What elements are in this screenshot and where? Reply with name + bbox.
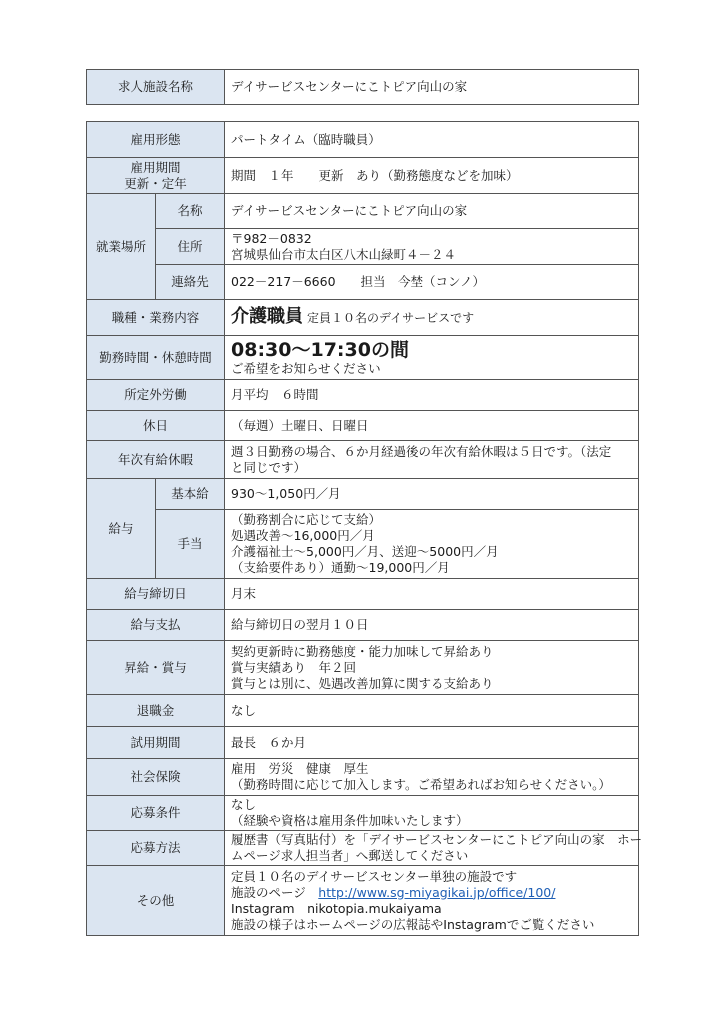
employment-type-label: 雇用形態 bbox=[87, 122, 225, 158]
other-line: 施設の様子はホームページの広報誌やInstagramでご覧ください bbox=[231, 916, 595, 932]
closing-label: 給与締切日 bbox=[87, 579, 225, 610]
other-line: 定員１０名のデイサービスセンター単独の施設です bbox=[231, 868, 518, 884]
insurance-line: （勤務時間に応じて加入します。ご希望あればお知らせください。） bbox=[231, 777, 611, 792]
facility-label: 求人施設名称 bbox=[87, 70, 225, 105]
other-line: Instagram nikotopia.mukaiyama bbox=[231, 900, 442, 916]
workplace-contact-label: 連絡先 bbox=[156, 265, 225, 300]
allowance-line: （支給要件あり）通勤～19,000円／月 bbox=[231, 560, 450, 575]
paid-leave-value bbox=[225, 441, 639, 479]
salary-label: 給与 bbox=[87, 479, 156, 579]
address-zip: 〒982－0832 bbox=[231, 230, 312, 246]
conditions-line: なし bbox=[231, 797, 257, 812]
other-page-line bbox=[231, 885, 632, 901]
workplace-address-label: 住所 bbox=[156, 229, 225, 265]
method-label: 応募方法 bbox=[87, 831, 225, 866]
workplace-contact-value: 022－217－6660 担当 今埜（コンノ） bbox=[225, 265, 639, 300]
holidays-label: 休日 bbox=[87, 411, 225, 441]
workplace-label: 就業場所 bbox=[87, 194, 156, 300]
overtime-label: 所定外労働 bbox=[87, 380, 225, 411]
allowance-line: 処遇改善～16,000円／月 bbox=[231, 528, 375, 543]
paid-leave-label: 年次有給休暇 bbox=[87, 441, 225, 479]
raise-label: 昇給・賞与 bbox=[87, 641, 225, 695]
salary-allowance-value bbox=[225, 510, 639, 579]
overtime-value: 月平均 ６時間 bbox=[225, 380, 639, 411]
trial-label: 試用期間 bbox=[87, 727, 225, 759]
facility-table bbox=[86, 69, 639, 105]
facility-value: デイサービスセンターにこトピア向山の家 bbox=[225, 70, 639, 105]
other-value bbox=[225, 866, 639, 936]
hours-time: 08:30～17:30の間 bbox=[231, 338, 409, 361]
retirement-value: なし bbox=[225, 695, 639, 727]
employment-type-value: パートタイム（臨時職員） bbox=[225, 122, 639, 158]
salary-base-label: 基本給 bbox=[156, 479, 225, 510]
retirement-label: 退職金 bbox=[87, 695, 225, 727]
address-text: 宮城県仙台市太白区八木山緑町４－２４ bbox=[231, 246, 457, 262]
method-line: 履歴書（写真貼付）を「デイサービスセンターにこトピア向山の家 ホー bbox=[231, 832, 643, 847]
allowance-line: 介護福祉士～5,000円／月、送迎～5000円／月 bbox=[231, 544, 499, 559]
job-title: 介護職員 bbox=[231, 306, 304, 327]
hours-label: 勤務時間・休憩時間 bbox=[87, 336, 225, 380]
workplace-name-label: 名称 bbox=[156, 194, 225, 229]
workplace-name-value: デイサービスセンターにこトピア向山の家 bbox=[225, 194, 639, 229]
raise-value bbox=[225, 641, 639, 695]
other-label: その他 bbox=[87, 866, 225, 936]
raise-line: 賞与とは別に、処遇改善加算に関する支給あり bbox=[231, 675, 494, 691]
period-label-line: 雇用期間 bbox=[130, 159, 181, 175]
facility-page-link[interactable]: http://www.sg-miyagikai.jp/office/100/ bbox=[318, 884, 556, 900]
conditions-value bbox=[225, 796, 639, 831]
conditions-label: 応募条件 bbox=[87, 796, 225, 831]
conditions-line: （経験や資格は雇用条件加味いたします） bbox=[231, 813, 469, 828]
insurance-label: 社会保険 bbox=[87, 759, 225, 796]
other-page-prefix: 施設のページ bbox=[231, 884, 319, 900]
period-value: 期間 １年 更新 あり（勤務態度などを加味） bbox=[225, 158, 639, 194]
job-note: 定員１０名のデイサービスです bbox=[307, 311, 475, 325]
method-value bbox=[225, 831, 643, 866]
payday-value: 給与締切日の翌月１０日 bbox=[225, 610, 639, 641]
job-label: 職種・業務内容 bbox=[87, 300, 225, 336]
job-table bbox=[86, 121, 643, 936]
insurance-line: 雇用 労災 健康 厚生 bbox=[231, 761, 369, 776]
salary-allowance-label: 手当 bbox=[156, 510, 225, 579]
raise-line: 契約更新時に勤務態度・能力加味して昇給あり bbox=[231, 643, 494, 659]
period-label bbox=[87, 158, 225, 194]
hours-note: ご希望をお知らせください bbox=[231, 360, 381, 376]
period-label-line: 更新・定年 bbox=[124, 175, 187, 191]
workplace-address-value bbox=[225, 229, 639, 265]
raise-line: 賞与実績あり 年２回 bbox=[231, 659, 357, 675]
closing-value: 月末 bbox=[225, 579, 639, 610]
paid-leave-line: 週３日勤務の場合、６か月経過後の年次有給休暇は５日です。（法定 bbox=[231, 443, 612, 459]
allowance-line: （勤務割合に応じて支給） bbox=[231, 512, 382, 527]
payday-label: 給与支払 bbox=[87, 610, 225, 641]
paid-leave-line: と同じです） bbox=[231, 459, 307, 475]
holidays-value: （毎週）土曜日、日曜日 bbox=[225, 411, 639, 441]
salary-base-value: 930～1,050円／月 bbox=[225, 479, 639, 510]
insurance-value bbox=[225, 759, 639, 796]
hours-value bbox=[225, 336, 639, 380]
job-value bbox=[225, 300, 639, 336]
trial-value: 最長 ６か月 bbox=[225, 727, 639, 759]
method-line: ムページ求人担当者」へ郵送してください bbox=[231, 848, 469, 863]
